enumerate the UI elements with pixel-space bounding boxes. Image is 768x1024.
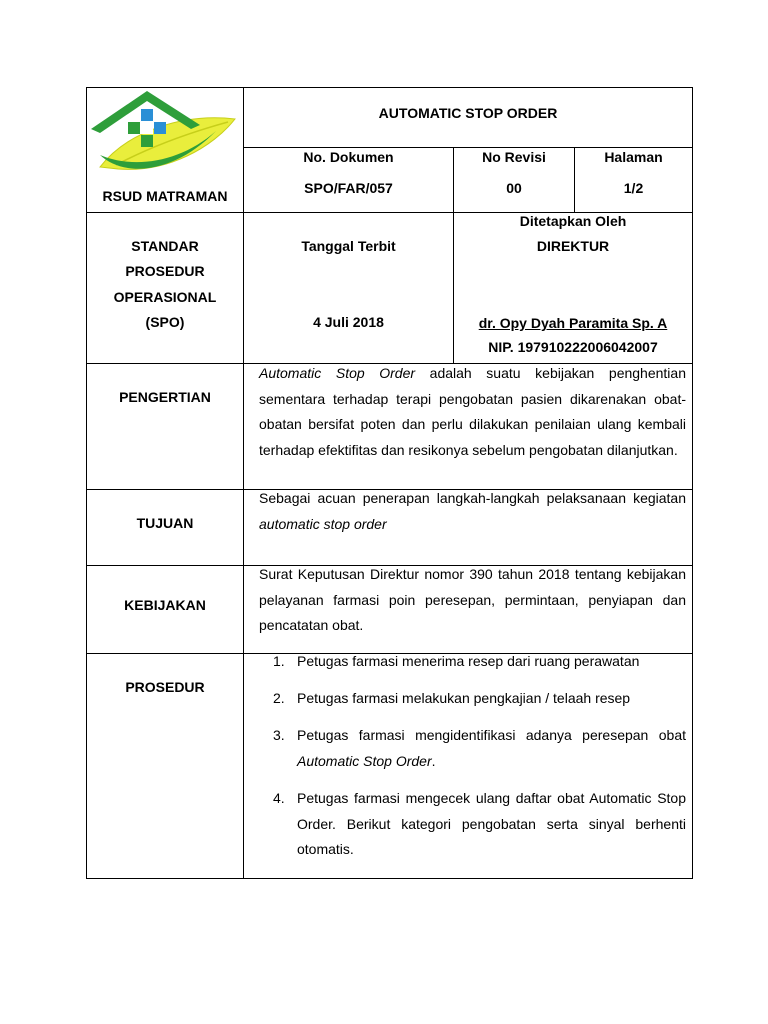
revision-value: 00 <box>506 180 522 196</box>
table-col-divider <box>243 87 244 879</box>
spo-title-line2: PROSEDUR <box>125 263 205 279</box>
approver-name: dr. Opy Dyah Paramita Sp. A <box>478 315 668 331</box>
approver-position: DIREKTUR <box>536 238 610 254</box>
doc-no-label: No. Dokumen <box>303 149 394 165</box>
prosedur-item-number: 1. <box>273 653 285 669</box>
table-border-right <box>692 87 693 879</box>
document-title: AUTOMATIC STOP ORDER <box>378 105 558 121</box>
prosedur-label: PROSEDUR <box>125 679 205 695</box>
prosedur-item-number: 3. <box>273 727 285 743</box>
logo-cross-center <box>141 122 153 134</box>
logo-cross-left <box>128 122 140 134</box>
pengertian-term: Automatic Stop Order <box>259 365 416 381</box>
hospital-logo <box>88 89 238 181</box>
page-label: Halaman <box>604 149 663 165</box>
table-border-top <box>86 87 693 88</box>
table-border-bottom <box>86 878 693 879</box>
prosedur-item-term: Automatic Stop Order <box>297 752 432 769</box>
prosedur-item-body: Petugas farmasi mengidentifikasi adanya peresepan obat <box>297 727 686 743</box>
approver-nip: NIP. 197910222006042007 <box>488 339 658 355</box>
spo-title-line3: OPERASIONAL <box>113 289 217 305</box>
tujuan-body: Sebagai acuan penerapan langkah-langkah pelaksanaan kegiatan <box>259 490 686 506</box>
spo-title-line1: STANDAR <box>131 238 199 254</box>
prosedur-item-2 <box>273 686 686 712</box>
doc-no-value: SPO/FAR/057 <box>304 180 393 196</box>
prosedur-item-text: Petugas farmasi menerima resep dari ruang perawatan <box>297 653 640 669</box>
tujuan-label: TUJUAN <box>136 515 194 531</box>
pengertian-body: adalah suatu kebijakan penghentian sementara terhadap terapi pengobatan pasien dikarenakan obat-obatan bersifat poten dan perlu dilakukan penilaian ulang kembali terhadap efektifitas dan resikonya sebelum pengobatan dilanjutkan. <box>259 365 686 458</box>
logo-cross-bottom <box>141 135 153 147</box>
prosedur-item-number: 4. <box>273 790 285 806</box>
prosedur-item-tail: . <box>431 752 436 769</box>
approved-by-label: Ditetapkan Oleh <box>519 213 627 229</box>
issue-date-label: Tanggal Terbit <box>301 238 396 254</box>
table-border-left <box>86 87 87 879</box>
prosedur-item-text: Petugas farmasi melakukan pengkajian / telaah resep <box>297 690 631 706</box>
issue-date-value: 4 Juli 2018 <box>313 314 384 330</box>
prosedur-item-text: Petugas farmasi mengecek ulang daftar obat Automatic Stop Order. Berikut kategori pengobatan serta sinyal berhenti otomatis. <box>297 790 686 857</box>
hospital-name: RSUD MATRAMAN <box>102 188 228 204</box>
pengertian-text <box>259 361 686 463</box>
tujuan-term: automatic stop order <box>259 515 387 532</box>
kebijakan-label: KEBIJAKAN <box>124 597 206 613</box>
logo-cross-right <box>154 122 166 134</box>
prosedur-item-text <box>297 723 686 774</box>
prosedur-item-4 <box>273 786 686 863</box>
pengertian-label: PENGERTIAN <box>119 389 211 405</box>
tujuan-text <box>259 486 686 537</box>
logo-cross-top <box>141 109 153 121</box>
revision-label: No Revisi <box>482 149 546 165</box>
spo-title-line4: (SPO) <box>145 314 185 330</box>
prosedur-item-3 <box>273 723 686 774</box>
prosedur-item-number: 2. <box>273 690 285 706</box>
prosedur-item-1 <box>273 649 686 675</box>
kebijakan-text: Surat Keputusan Direktur nomor 390 tahun 2018 tentang kebijakan pelayanan farmasi poin peresepan, permintaan, penyiapan dan pencatatan obat. <box>259 566 686 633</box>
page-value: 1/2 <box>623 180 644 196</box>
